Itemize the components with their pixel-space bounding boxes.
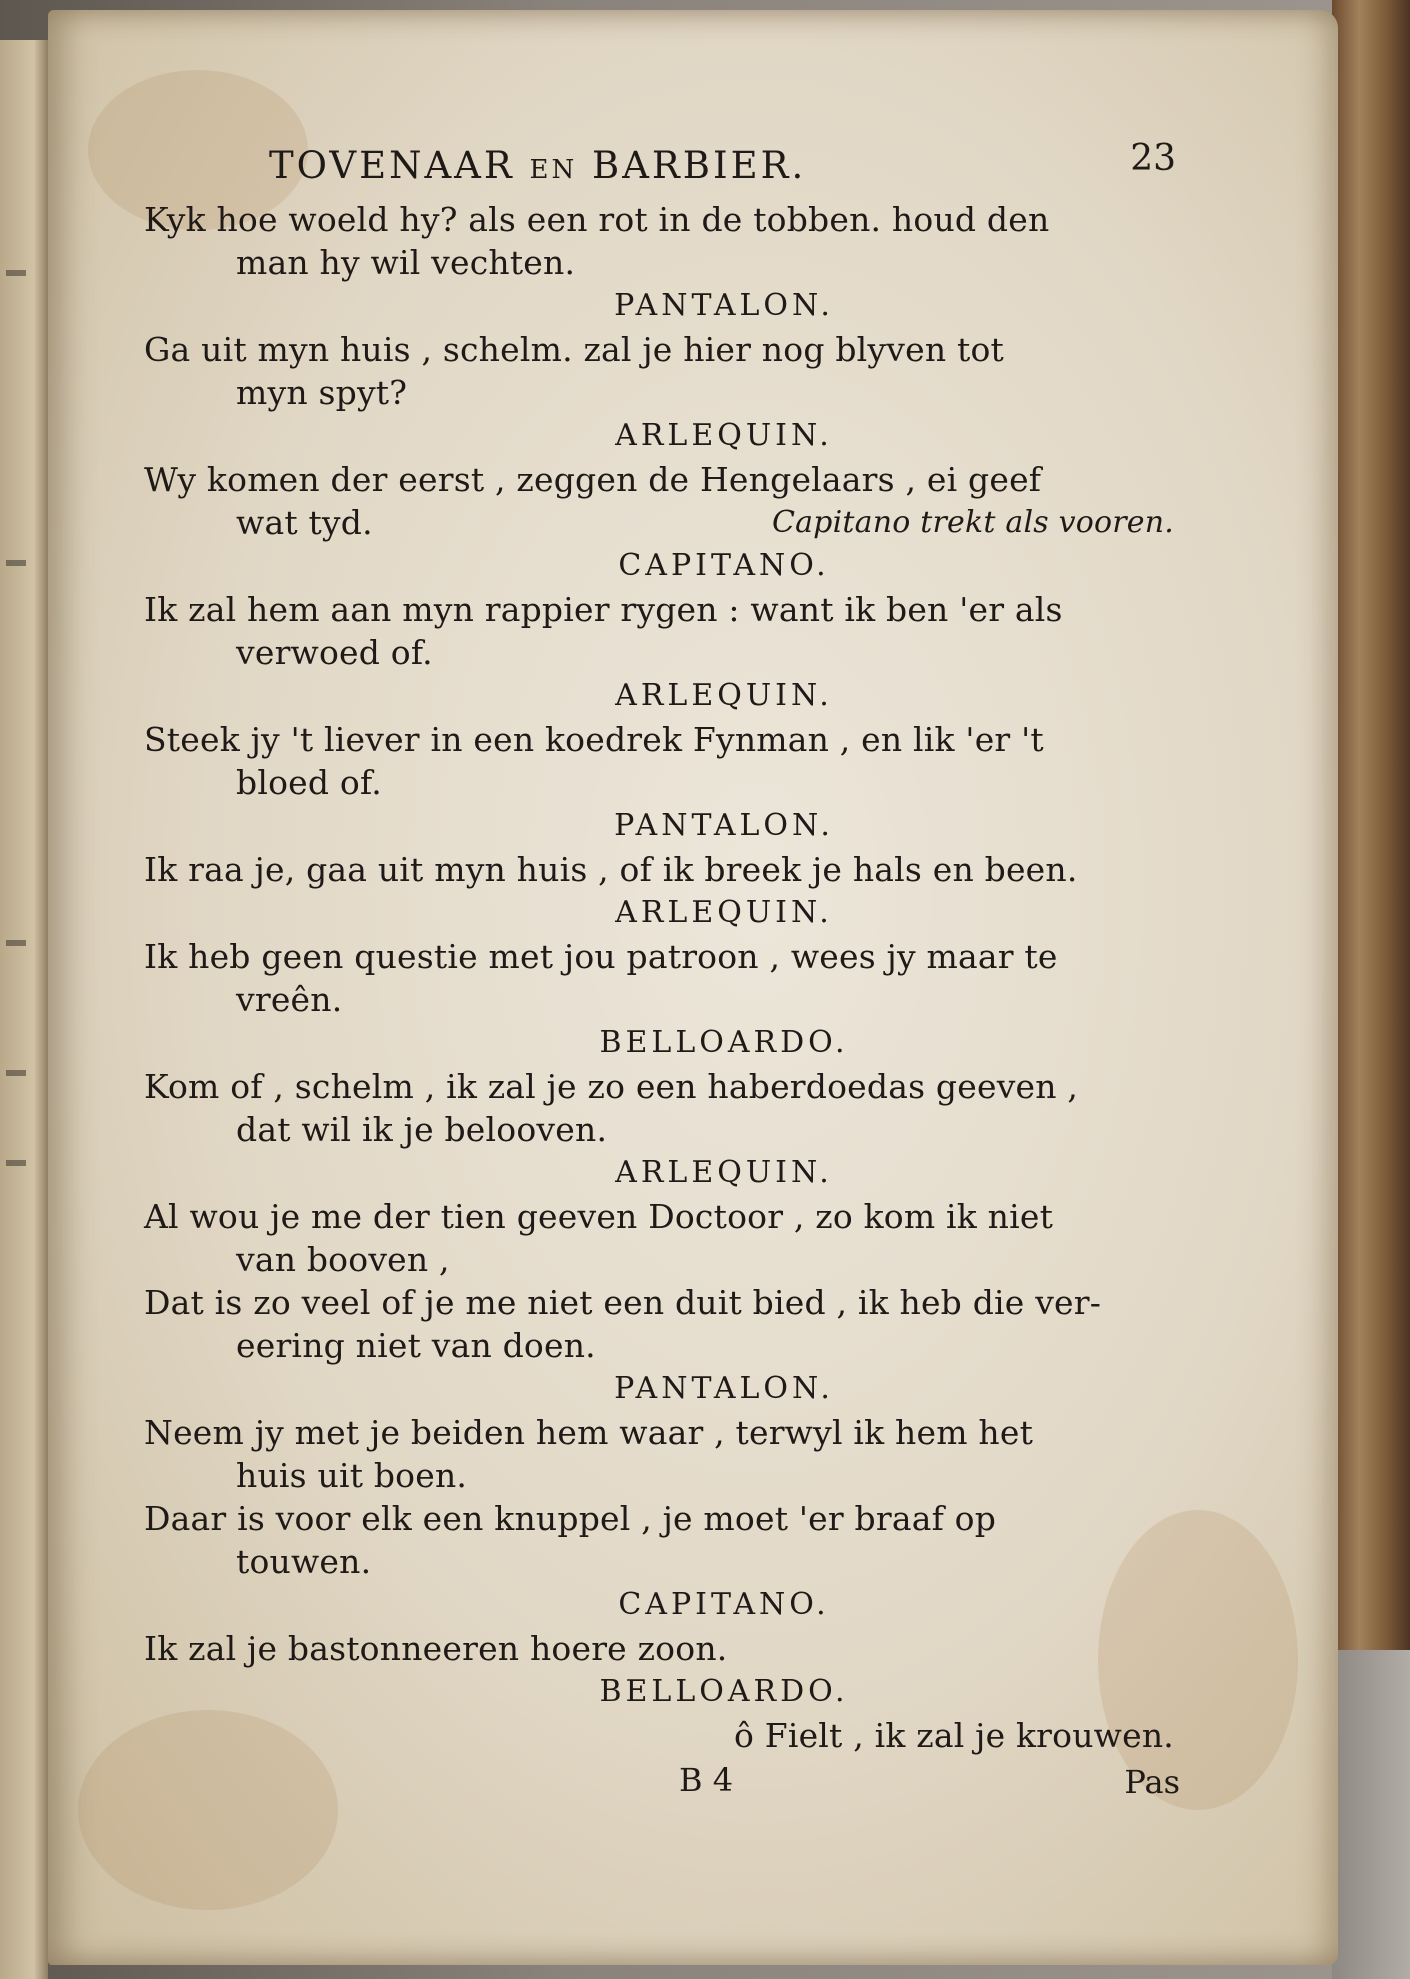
text-line: Daar is voor elk een knuppel , je moet 'er braaf op	[144, 1499, 997, 1538]
page-text	[144, 138, 1184, 1805]
ink-fragment	[6, 560, 26, 566]
text-line: Wy komen der eerst , zeggen de Hengelaars , ei geef	[144, 460, 1042, 499]
speaker-name: PANTALON.	[614, 808, 834, 843]
text-line: Al wou je me der tien geeven Doctoor , zo kom ik niet	[144, 1197, 1054, 1236]
speaker-name: CAPITANO.	[618, 548, 830, 583]
ink-fragment	[6, 1160, 26, 1166]
text-line: Dat is zo veel of je me niet een duit bied , ik heb die ver-	[144, 1283, 1102, 1322]
speaker-name: BELLOARDO.	[599, 1025, 849, 1060]
speaker-name: BELLOARDO.	[599, 1674, 849, 1709]
text-line: Steek jy 't liever in een koedrek Fynman , en lik 'er 't	[144, 720, 1044, 759]
speaker-name: PANTALON.	[614, 288, 834, 323]
text-line: Ga uit myn huis , schelm. zal je hier nog blyven tot	[144, 330, 1004, 369]
text-line: Neem jy met je beiden hem waar , terwyl ik hem het	[144, 1413, 1034, 1452]
signature-mark: B 4	[679, 1761, 734, 1799]
text-line: Kom of , schelm , ik zal je zo een haberdoedas geeven ,	[144, 1067, 1079, 1106]
text-line-continuation: van booven ,	[236, 1240, 450, 1279]
speaker-name: ARLEQUIN.	[615, 1155, 833, 1190]
speaker-name: ARLEQUIN.	[615, 418, 833, 453]
text-line-continuation: man hy wil vechten.	[236, 243, 576, 282]
speaker-name: ARLEQUIN.	[615, 895, 833, 930]
text-line-continuation: touwen.	[236, 1542, 372, 1581]
running-head-title: TOVENAAR en BARBIER.	[269, 144, 807, 187]
text-line: ô Fielt , ik zal je krouwen.	[733, 1716, 1174, 1755]
text-line-continuation: huis uit boen.	[236, 1456, 468, 1495]
ink-fragment	[6, 940, 26, 946]
speaker-name: CAPITANO.	[618, 1587, 830, 1622]
running-head	[144, 138, 1184, 198]
text-line-continuation: myn spyt?	[236, 373, 408, 412]
page-number: 23	[1130, 138, 1176, 179]
text-line: Ik zal je bastonneeren hoere zoon.	[144, 1629, 728, 1668]
text-line-with-stage-direction	[144, 501, 1184, 544]
text-line-continuation: verwoed of.	[236, 633, 433, 672]
cloth-background	[1332, 1650, 1410, 1979]
stage-direction: Capitano trekt als vooren.	[771, 505, 1174, 540]
speaker-name: PANTALON.	[614, 1371, 834, 1406]
text-line: Ik heb geen questie met jou patroon , wees jy maar te	[144, 937, 1058, 976]
catchword: Pas	[1124, 1763, 1180, 1801]
text-line-continuation: dat wil ik je belooven.	[236, 1110, 608, 1149]
text-line-continuation: eering niet van doen.	[236, 1326, 596, 1365]
ink-fragment	[6, 1070, 26, 1076]
adjacent-page-edge	[0, 40, 48, 1979]
ink-fragment	[6, 270, 26, 276]
text-line-continuation: vreên.	[236, 980, 343, 1019]
text-line: Ik zal hem aan myn rappier rygen : want ik ben 'er als	[144, 590, 1063, 629]
text-line: wat tyd.	[236, 503, 373, 542]
text-lines	[144, 198, 1184, 1757]
text-line-continuation: bloed of.	[236, 763, 382, 802]
text-line: Kyk hoe woeld hy? als een rot in de tobben. houd den	[144, 200, 1050, 239]
page-footer	[144, 1757, 1184, 1805]
speaker-name: ARLEQUIN.	[615, 678, 833, 713]
book-page	[48, 10, 1338, 1965]
text-line: Ik raa je, gaa uit myn huis , of ik breek je hals en been.	[144, 850, 1078, 889]
